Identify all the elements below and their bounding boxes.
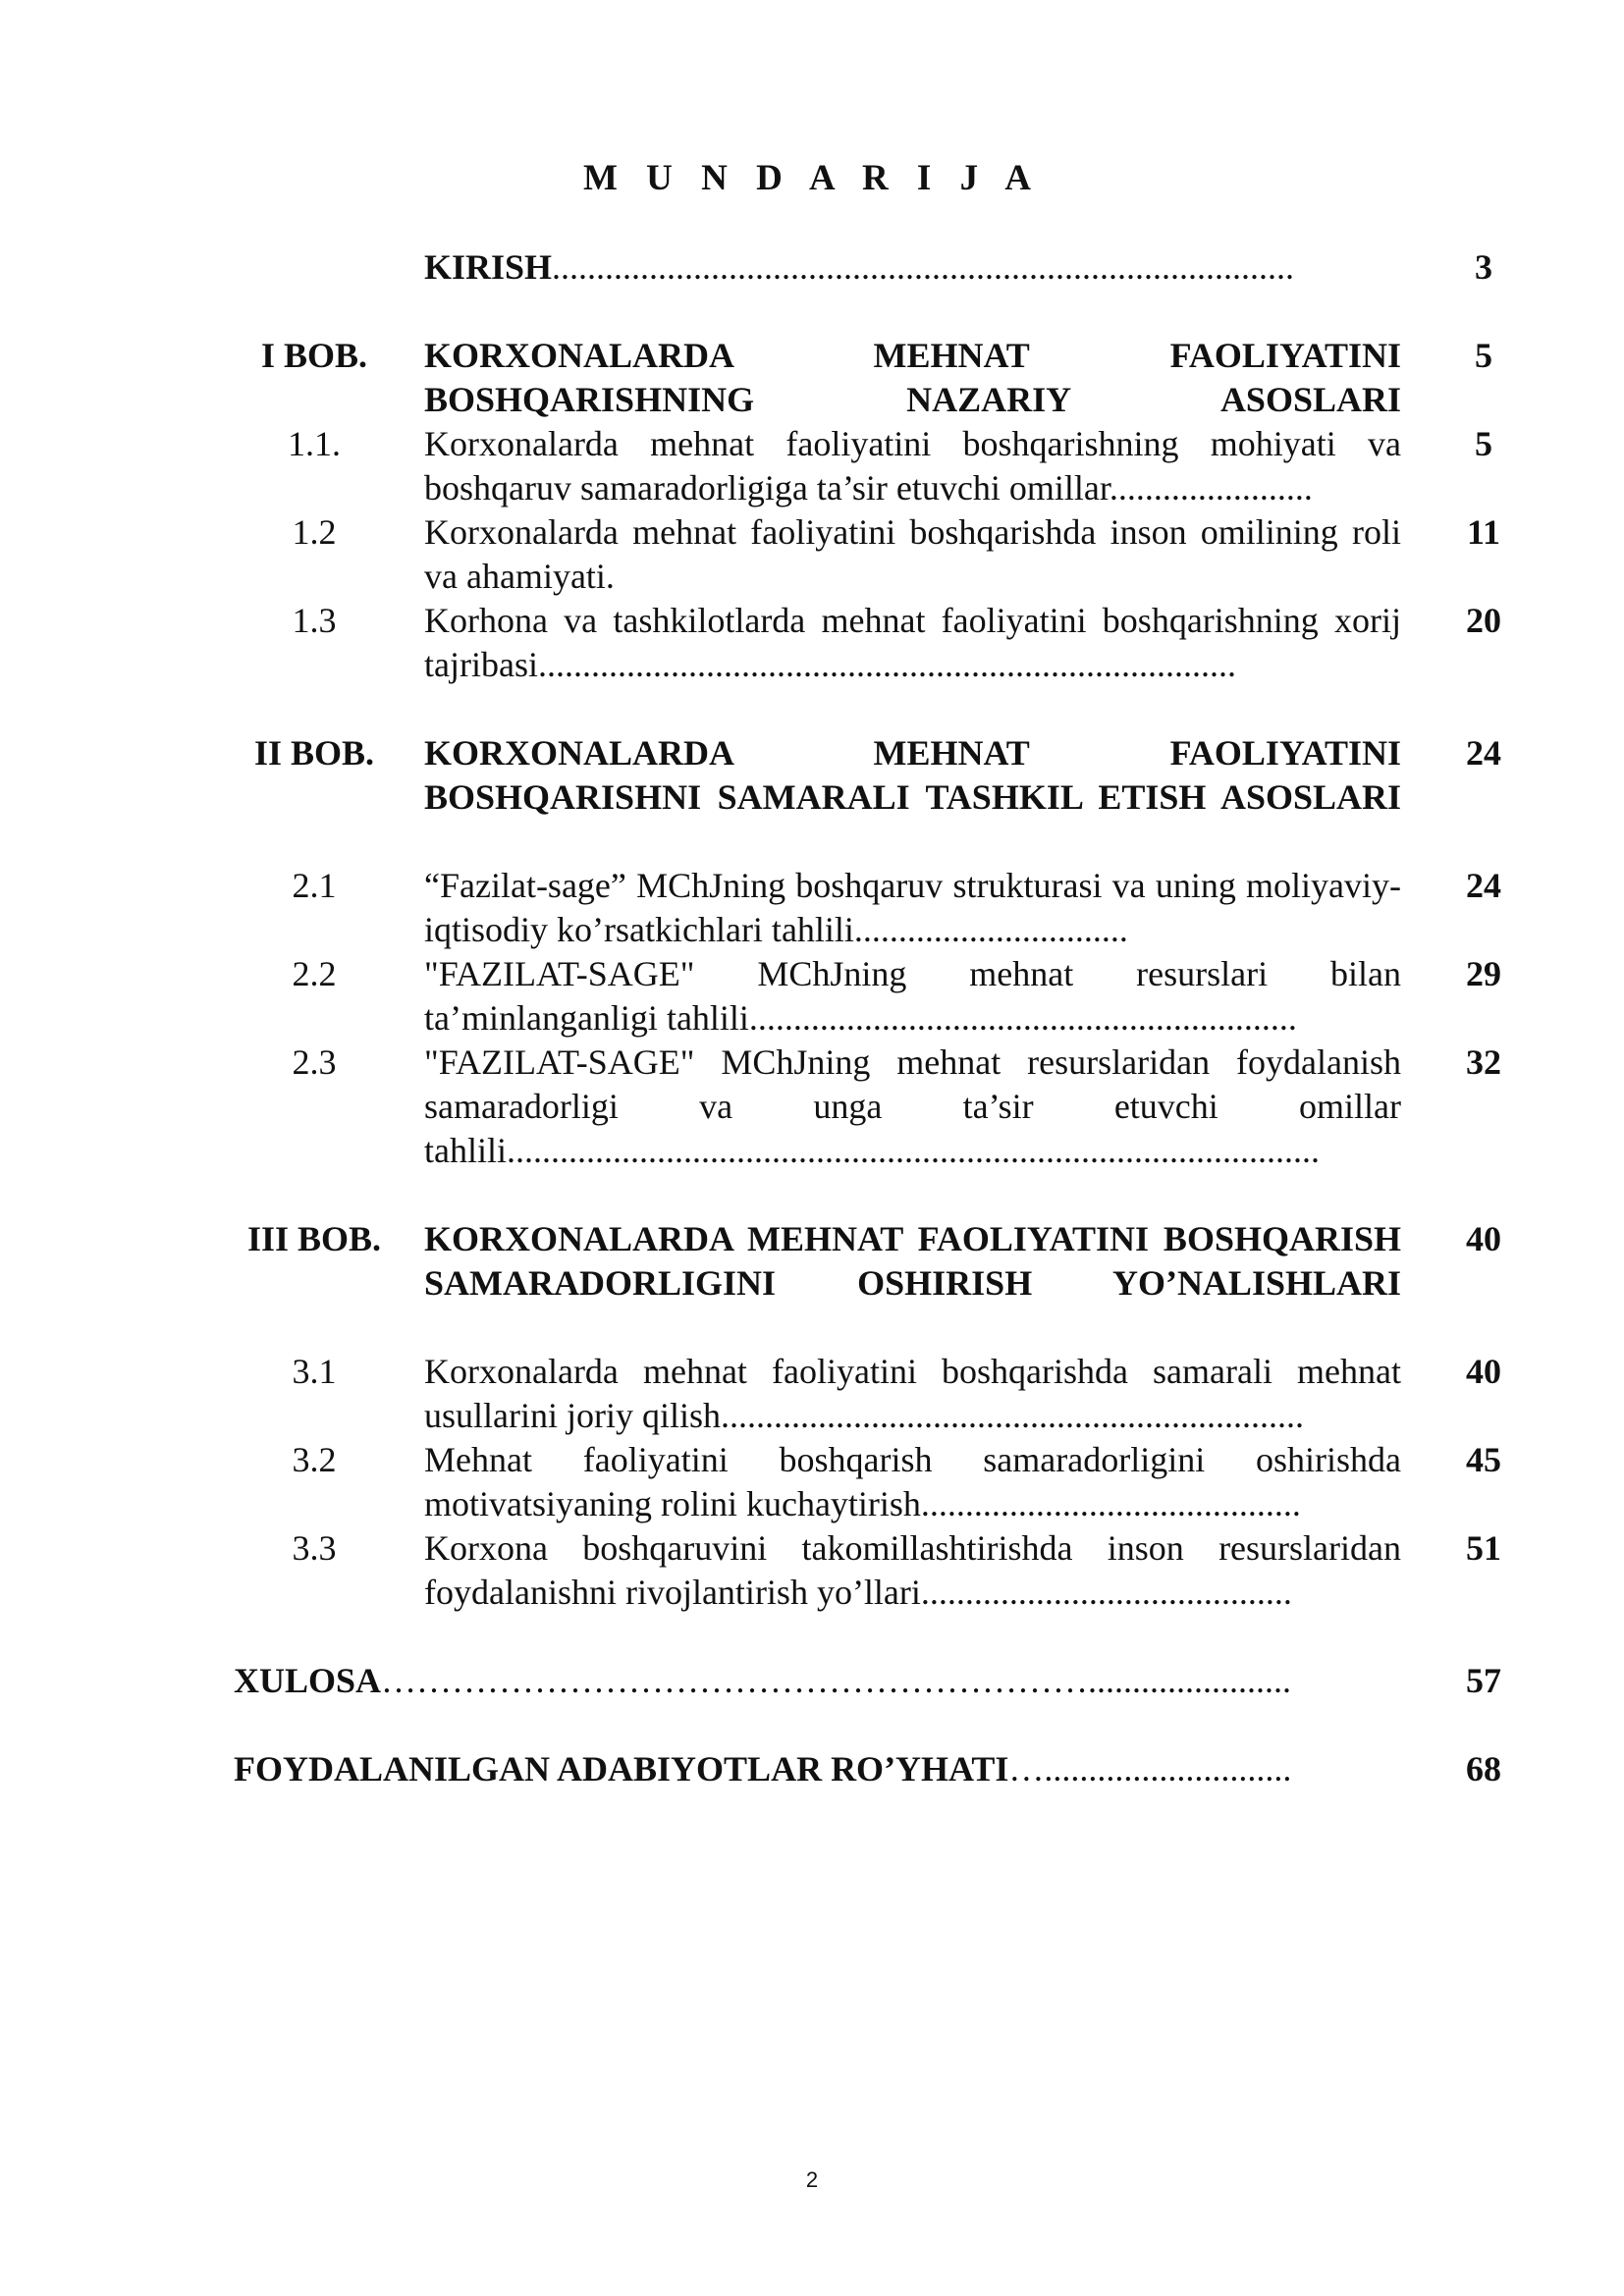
section-title: Korxonalarda mehnat faoliyatini boshqarishda samarali mehnat usullarini joriy qilish.................................................................. bbox=[424, 1352, 1401, 1435]
section-number: 3.3 bbox=[292, 1528, 337, 1568]
section-page: 11 bbox=[1466, 512, 1500, 552]
section-title: Korxona boshqaruvini takomillashtirishda inson resurslaridan foydalanishni rivojlantirish yo’llari.......................................... bbox=[424, 1528, 1401, 1612]
chapter-label: I BOB. bbox=[260, 336, 368, 375]
chapter-title: KORXONALARDA MEHNAT FAOLIYATINI BOSHQARISH SAMARADORLIGINI OSHIRISH YO’NALISHLARI bbox=[424, 1219, 1401, 1303]
chapter-title: KORXONALARDA MEHNAT FAOLIYATINI BOSHQARISHNI SAMARALI TASHKIL ETISH ASOSLARI bbox=[424, 733, 1401, 817]
toc-dots: .................................................................................... bbox=[552, 247, 1295, 287]
section-title: Mehnat faoliyatini boshqarish samaradorligini oshirishda motivatsiyaning rolini kuchaytirish........................................... bbox=[424, 1440, 1401, 1523]
section-page: 51 bbox=[1466, 1528, 1501, 1568]
section-number: 1.1. bbox=[288, 424, 341, 463]
section-number: 2.1 bbox=[292, 866, 337, 905]
section-page: 24 bbox=[1466, 866, 1501, 905]
chapter-page: 5 bbox=[1475, 336, 1492, 375]
toc-dots: ……………………………………………………....................... bbox=[381, 1661, 1292, 1700]
section-title: "FAZILAT-SAGE" MChJning mehnat resurslaridan foydalanish samaradorligi va unga ta’sir etuvchi omillar tahlili............................................................................................ bbox=[424, 1042, 1401, 1170]
section-title: Korhona va tashkilotlarda mehnat faoliyatini boshqarishning xorij tajribasi............................................................................... bbox=[424, 601, 1401, 684]
toc-entry-kirish bbox=[0, 245, 1624, 290]
section-title: “Fazilat-sage” MChJning boshqaruv strukturasi va uning moliyaviy-iqtisodiy ko’rsatkichlari tahlili............................... bbox=[424, 866, 1401, 949]
chapter-label: II BOB. bbox=[253, 733, 375, 773]
toc-entry-xulosa bbox=[0, 1659, 1624, 1703]
section-title: "FAZILAT-SAGE" MChJning mehnat resurslari bilan ta’minlanganligi tahlili.............................................................. bbox=[424, 954, 1401, 1038]
section-page: 32 bbox=[1466, 1042, 1501, 1082]
chapter-label: III BOB. bbox=[246, 1219, 382, 1258]
section-page: 40 bbox=[1466, 1352, 1501, 1391]
section-title: Korxonalarda mehnat faoliyatini boshqarishda inson omilining roli va ahamiyati. bbox=[424, 512, 1401, 596]
toc-page-kirish: 3 bbox=[1475, 247, 1492, 287]
section-title: Korxonalarda mehnat faoliyatini boshqarishning mohiyati va boshqaruv samaradorligiga ta’sir etuvchi omillar....................... bbox=[424, 424, 1401, 507]
toc-label-kirish: KIRISH bbox=[424, 247, 553, 287]
toc-page-adabiyotlar: 68 bbox=[1466, 1749, 1501, 1789]
toc-label-xulosa: XULOSA bbox=[234, 1661, 382, 1700]
section-page: 45 bbox=[1466, 1440, 1501, 1479]
chapter-page: 24 bbox=[1466, 733, 1501, 773]
section-number: 3.1 bbox=[292, 1352, 337, 1391]
section-number: 1.3 bbox=[292, 601, 337, 640]
page-number: 2 bbox=[805, 2167, 819, 2192]
section-number: 3.2 bbox=[292, 1440, 337, 1479]
toc-entry-adabiyotlar bbox=[0, 1747, 1624, 1791]
section-page: 20 bbox=[1466, 601, 1501, 640]
section-number: 2.3 bbox=[292, 1042, 337, 1082]
chapter-title: KORXONALARDA MEHNAT FAOLIYATINI BOSHQARISHNING NAZARIY ASOSLARI bbox=[424, 336, 1401, 419]
section-page: 5 bbox=[1475, 424, 1492, 463]
toc-page-xulosa: 57 bbox=[1466, 1661, 1501, 1700]
page-title: M U N D A R I J A bbox=[582, 158, 1042, 198]
section-page: 29 bbox=[1466, 954, 1501, 993]
section-number: 1.2 bbox=[292, 512, 337, 552]
toc-label-adabiyotlar: FOYDALANILGAN ADABIYOTLAR RO’YHATI bbox=[234, 1749, 1009, 1789]
chapter-page: 40 bbox=[1466, 1219, 1501, 1258]
toc-dots: …............................ bbox=[1008, 1749, 1292, 1789]
section-number: 2.2 bbox=[292, 954, 337, 993]
